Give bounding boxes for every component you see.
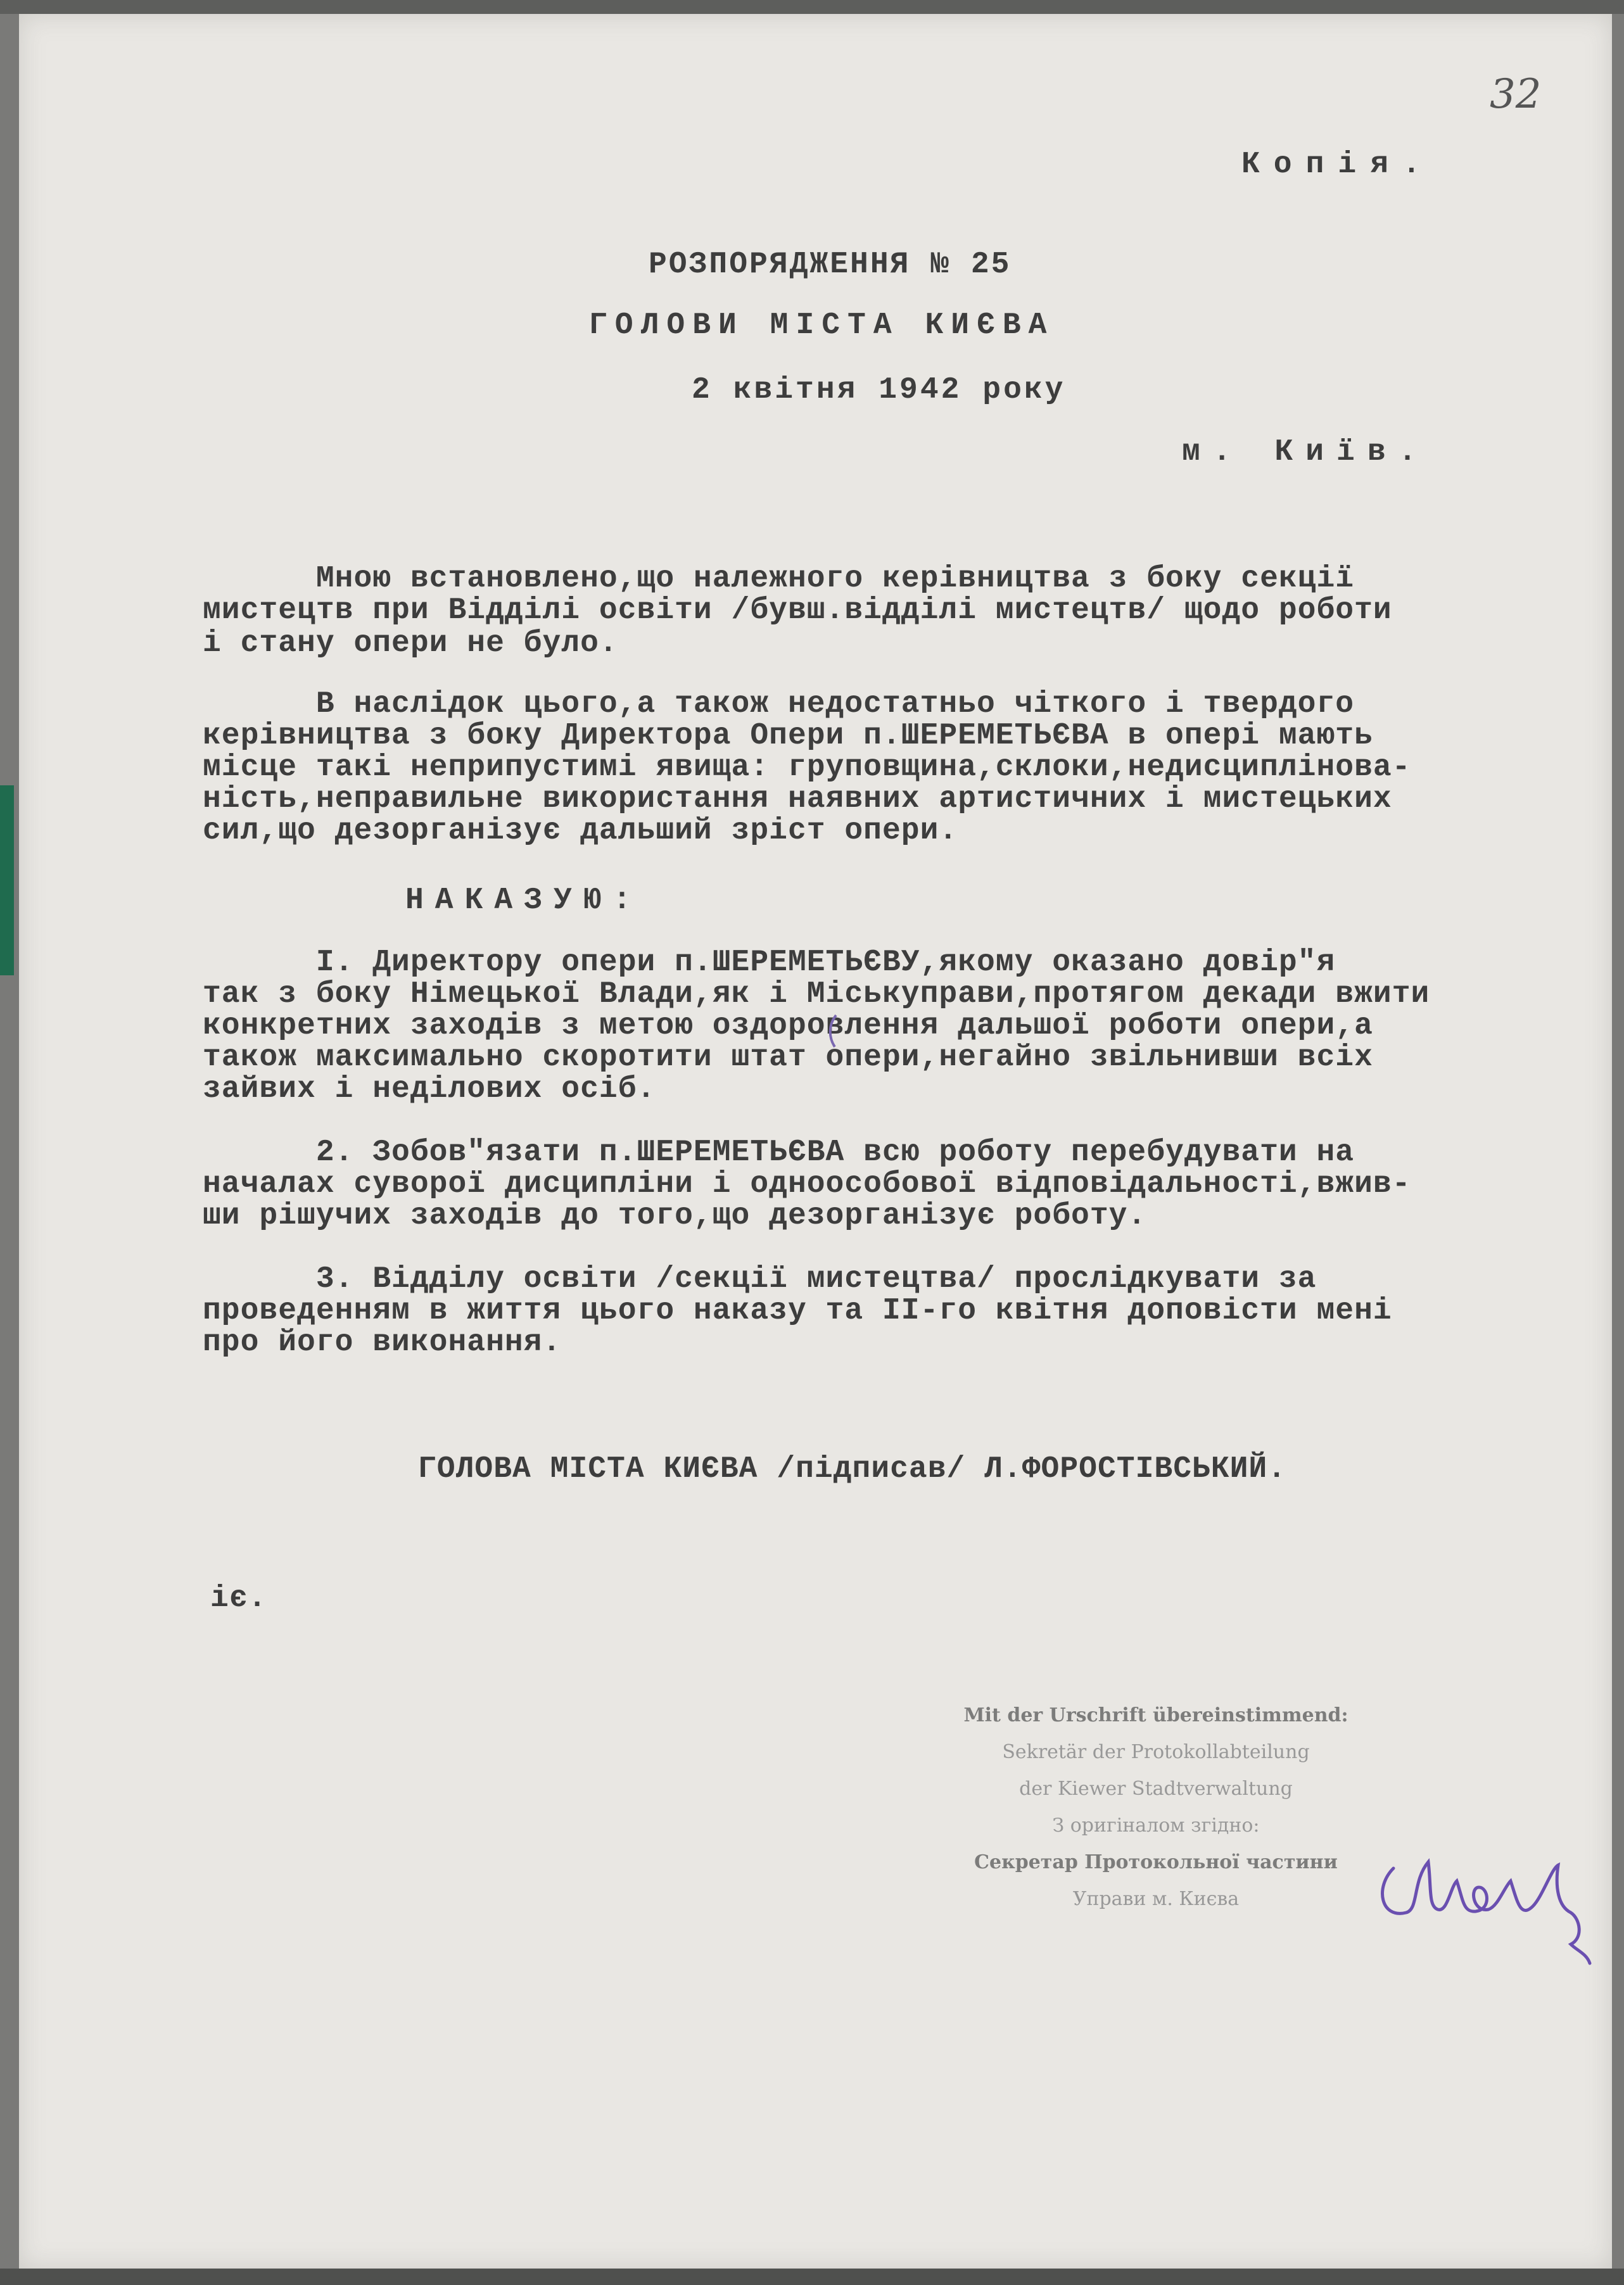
order-word: НАКАЗУЮ: — [405, 883, 643, 918]
intro-line: Мною встановлено,що належного керівництва з боку секції — [203, 562, 1355, 596]
item2-line: ши рішучих заходів до того,що дезорганізує роботу. — [203, 1199, 1147, 1233]
item3-line: 3. Відділу освіти /секції мистецтва/ прослідкувати за — [203, 1262, 1317, 1296]
scan-background-strip — [0, 785, 14, 975]
item3-line: проведенням в життя цього наказу та ІІ-го квітня доповісти мені — [203, 1294, 1392, 1328]
stamp-line: der Kiewer Stadtverwaltung — [1019, 1778, 1293, 1800]
page-number: 32 — [1490, 71, 1542, 118]
item1-line: так з боку Німецької Влади,як і Міськуправи,протягом декади вжити — [203, 977, 1430, 1011]
consequence-line: керівництва з боку Директора Опери п.ШЕРЕМЕТЬЄВА в опері мають — [203, 719, 1373, 753]
item2-line: началах суворої дисципліни і одноособової відповідальності,вжив- — [203, 1167, 1411, 1201]
item1-line: зайвих і неділових осіб. — [203, 1072, 656, 1106]
consequence-line: сил,що дезорганізує дальший зріст опери. — [203, 814, 958, 848]
issuer-title: ГОЛОВИ МІСТА КИЄВА — [589, 308, 1055, 343]
stamp-line: Управи м. Києва — [1072, 1888, 1240, 1910]
consequence-line: В наслідок цього,а також недостатньо чіткого і твердого — [203, 687, 1355, 721]
certification-stamp — [906, 1697, 1406, 1918]
scan-top-edge — [0, 0, 1624, 14]
item2-line: 2. Зобов"язати п.ШЕРЕМЕТЬЄВА всю роботу перебудувати на — [203, 1136, 1355, 1170]
item1-line: І. Директору опери п.ШЕРЕМЕТЬЄВУ,якому оказано довір"я — [203, 946, 1336, 980]
item3-line: про його виконання. — [203, 1326, 562, 1360]
stamp-line: Секретар Протокольної частини — [974, 1851, 1338, 1873]
copy-label: Копія. — [1241, 148, 1435, 182]
scan-bottom-edge — [0, 2269, 1624, 2285]
stamp-line: Mit der Urschrift übereinstimmend: — [963, 1704, 1348, 1726]
intro-line: мистецтв при Відділі освіти /бувш.відділі мистецтв/ щодо роботи — [203, 593, 1392, 628]
handwritten-signature — [1368, 1792, 1596, 1970]
pencil-mark — [823, 1012, 842, 1050]
stamp-line: З оригіналом згідно: — [1052, 1814, 1260, 1837]
consequence-line: місце такі неприпустимі явища: груповщина,склоки,недисциплінова- — [203, 750, 1411, 785]
order-place: м. Київ. — [1182, 435, 1430, 469]
order-date: 2 квітня 1942 року — [692, 373, 1066, 407]
intro-line: і стану опери не було. — [203, 626, 618, 661]
stamp-line: Sekretär der Protokollabteilung — [1002, 1741, 1310, 1763]
typist-initials: іє. — [210, 1581, 267, 1616]
signature-line: ГОЛОВА МІСТА КИЄВА /підписав/ Л.ФОРОСТІВСЬКИЙ. — [418, 1452, 1287, 1486]
consequence-line: ність,неправильне використання наявних артистичних і мистецьких — [203, 782, 1392, 816]
order-title: РОЗПОРЯДЖЕННЯ № 25 — [649, 248, 1012, 282]
item1-line: також максимально скоротити штат опери,негайно звільнивши всіх — [203, 1041, 1373, 1075]
item1-line: конкретних заходів з метою оздоровлення дальшої роботи опери,а — [203, 1009, 1373, 1043]
